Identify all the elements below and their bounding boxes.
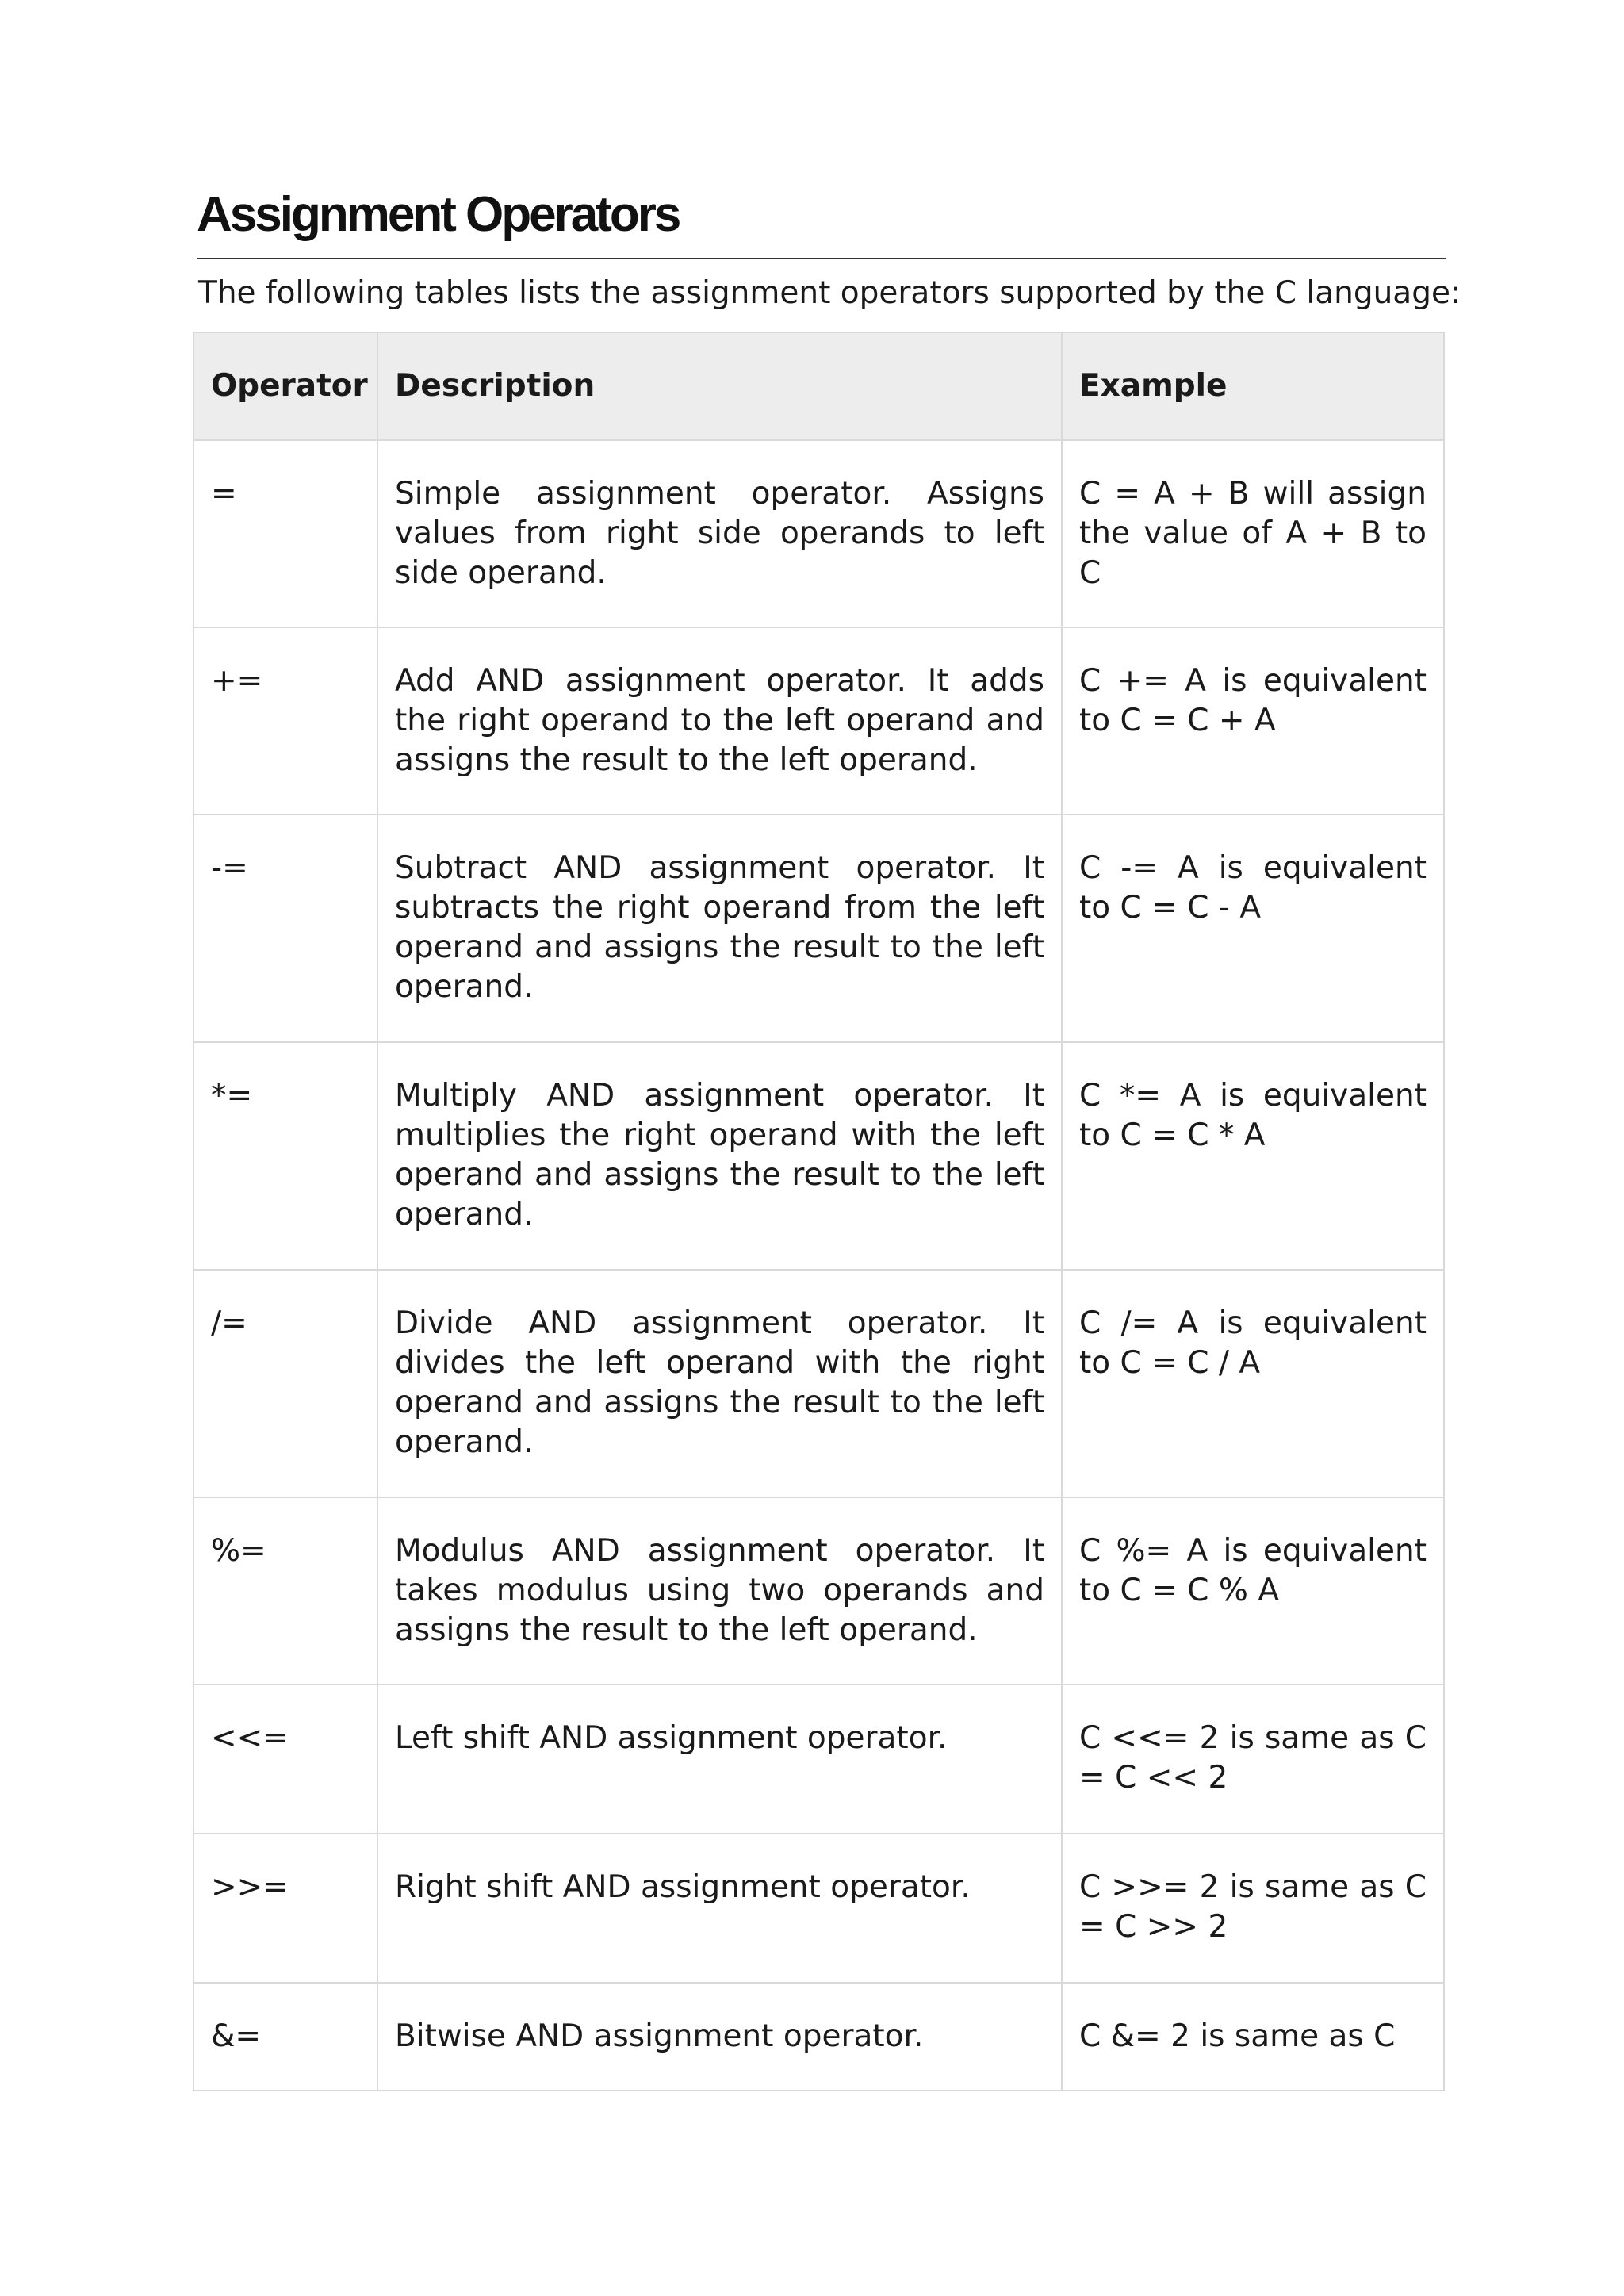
example-cell: C &= 2 is same as C bbox=[1062, 1983, 1444, 2091]
description-cell: Simple assignment operator. Assigns values from right side operands to left side operand. bbox=[377, 440, 1062, 627]
operator-cell: -= bbox=[193, 815, 377, 1042]
description-cell: Bitwise AND assignment operator. bbox=[377, 1983, 1062, 2091]
example-cell: C >>= 2 is same as C = C >> 2 bbox=[1062, 1834, 1444, 1983]
table-row bbox=[193, 1983, 1444, 2091]
table-row bbox=[193, 815, 1444, 1042]
page-title: Assignment Operators bbox=[197, 187, 680, 242]
header-description: Description bbox=[377, 332, 1062, 440]
intro-text: The following tables lists the assignment operators supported by the C language: bbox=[198, 275, 1461, 311]
assignment-operators-table bbox=[193, 332, 1445, 2091]
example-cell: C = A + B will assign the value of A + B to C bbox=[1062, 440, 1444, 627]
table-row bbox=[193, 1834, 1444, 1983]
header-example: Example bbox=[1062, 332, 1444, 440]
table-row bbox=[193, 1497, 1444, 1685]
table-row bbox=[193, 627, 1444, 815]
table-header-row bbox=[193, 332, 1444, 440]
example-cell: C <<= 2 is same as C = C << 2 bbox=[1062, 1685, 1444, 1834]
example-cell: C %= A is equivalent to C = C % A bbox=[1062, 1497, 1444, 1685]
description-cell: Modulus AND assignment operator. It takes modulus using two operands and assigns the result to the left operand. bbox=[377, 1497, 1062, 1685]
description-cell: Add AND assignment operator. It adds the right operand to the left operand and assigns the result to the left operand. bbox=[377, 627, 1062, 815]
table-row bbox=[193, 440, 1444, 627]
operator-cell: %= bbox=[193, 1497, 377, 1685]
table-row bbox=[193, 1270, 1444, 1497]
description-cell: Left shift AND assignment operator. bbox=[377, 1685, 1062, 1834]
table-row bbox=[193, 1042, 1444, 1270]
operator-cell: += bbox=[193, 627, 377, 815]
description-cell: Right shift AND assignment operator. bbox=[377, 1834, 1062, 1983]
example-cell: C *= A is equivalent to C = C * A bbox=[1062, 1042, 1444, 1270]
operator-cell: <<= bbox=[193, 1685, 377, 1834]
operator-cell: &= bbox=[193, 1983, 377, 2091]
example-cell: C /= A is equivalent to C = C / A bbox=[1062, 1270, 1444, 1497]
description-cell: Subtract AND assignment operator. It subtracts the right operand from the left operand and assigns the result to the left operand. bbox=[377, 815, 1062, 1042]
example-cell: C += A is equivalent to C = C + A bbox=[1062, 627, 1444, 815]
operator-cell: = bbox=[193, 440, 377, 627]
example-cell: C -= A is equivalent to C = C - A bbox=[1062, 815, 1444, 1042]
description-cell: Multiply AND assignment operator. It multiplies the right operand with the left operand and assigns the result to the left operand. bbox=[377, 1042, 1062, 1270]
table-row bbox=[193, 1685, 1444, 1834]
operator-cell: /= bbox=[193, 1270, 377, 1497]
header-operator: Operator bbox=[193, 332, 377, 440]
operator-cell: *= bbox=[193, 1042, 377, 1270]
operator-cell: >>= bbox=[193, 1834, 377, 1983]
title-divider bbox=[197, 258, 1446, 259]
description-cell: Divide AND assignment operator. It divides the left operand with the right operand and assigns the result to the left operand. bbox=[377, 1270, 1062, 1497]
